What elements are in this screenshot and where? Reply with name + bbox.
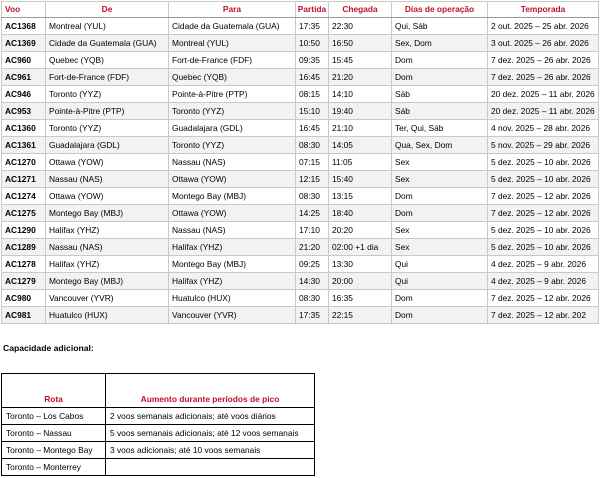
from-airport: Halifax (YHZ) xyxy=(46,256,169,273)
flight-code: AC961 xyxy=(2,69,46,86)
from-airport: Guadalajara (GDL) xyxy=(46,137,169,154)
flight-code: AC1274 xyxy=(2,188,46,205)
to-airport: Cidade da Guatemala (GUA) xyxy=(169,18,296,35)
season: 4 dez. 2025 – 9 abr. 2026 xyxy=(488,273,599,290)
operating-days: Sáb xyxy=(392,103,488,120)
flights-header-row xyxy=(2,2,599,18)
operating-days: Dom xyxy=(392,307,488,324)
from-airport: Toronto (YYZ) xyxy=(46,86,169,103)
operating-days: Dom xyxy=(392,205,488,222)
arrival-time: 11:05 xyxy=(329,154,392,171)
departure-time: 17:10 xyxy=(296,222,329,239)
from-airport: Ottawa (YOW) xyxy=(46,154,169,171)
to-airport: Nassau (NAS) xyxy=(169,154,296,171)
to-airport: Nassau (NAS) xyxy=(169,222,296,239)
operating-days: Sex, Dom xyxy=(392,35,488,52)
header-days: Dias de operação xyxy=(392,2,488,18)
capacity-row xyxy=(2,442,315,459)
flight-row xyxy=(2,273,599,290)
arrival-time: 14:05 xyxy=(329,137,392,154)
operating-days: Sáb xyxy=(392,86,488,103)
to-airport: Halifax (YHZ) xyxy=(169,239,296,256)
header-increase: Aumento durante períodos de pico xyxy=(106,374,315,408)
from-airport: Huatulco (HUX) xyxy=(46,307,169,324)
peak-increase xyxy=(106,459,315,476)
departure-time: 16:45 xyxy=(296,120,329,137)
departure-time: 17:35 xyxy=(296,307,329,324)
season: 4 dez. 2025 – 9 abr. 2026 xyxy=(488,256,599,273)
from-airport: Cidade da Guatemala (GUA) xyxy=(46,35,169,52)
peak-increase: 2 voos semanais adicionais; até voos diários xyxy=(106,408,315,425)
arrival-time: 20:20 xyxy=(329,222,392,239)
operating-days: Sex xyxy=(392,239,488,256)
to-airport: Fort-de-France (FDF) xyxy=(169,52,296,69)
arrival-time: 14:10 xyxy=(329,86,392,103)
departure-time: 08:30 xyxy=(296,188,329,205)
flight-code: AC1290 xyxy=(2,222,46,239)
flight-code: AC953 xyxy=(2,103,46,120)
flight-code: AC980 xyxy=(2,290,46,307)
from-airport: Montego Bay (MBJ) xyxy=(46,205,169,222)
flights-table xyxy=(1,1,599,324)
season: 5 dez. 2025 – 10 abr. 2026 xyxy=(488,154,599,171)
flight-code: AC1289 xyxy=(2,239,46,256)
flight-row xyxy=(2,52,599,69)
to-airport: Pointe-à-Pitre (PTP) xyxy=(169,86,296,103)
route: Toronto – Montego Bay xyxy=(2,442,106,459)
flight-row xyxy=(2,137,599,154)
departure-time: 08:30 xyxy=(296,290,329,307)
header-route: Rota xyxy=(2,374,106,408)
operating-days: Dom xyxy=(392,188,488,205)
flight-row xyxy=(2,154,599,171)
departure-time: 09:25 xyxy=(296,256,329,273)
arrival-time: 16:35 xyxy=(329,290,392,307)
departure-time: 08:30 xyxy=(296,137,329,154)
from-airport: Montreal (YUL) xyxy=(46,18,169,35)
route: Toronto – Monterrey xyxy=(2,459,106,476)
to-airport: Ottawa (YOW) xyxy=(169,171,296,188)
flight-code: AC981 xyxy=(2,307,46,324)
flight-row xyxy=(2,120,599,137)
from-airport: Montego Bay (MBJ) xyxy=(46,273,169,290)
arrival-time: 02:00 +1 dia xyxy=(329,239,392,256)
operating-days: Ter, Qui, Sáb xyxy=(392,120,488,137)
operating-days: Qui, Sáb xyxy=(392,18,488,35)
season: 20 dez. 2025 – 11 abr. 2026 xyxy=(488,103,599,120)
flight-row xyxy=(2,171,599,188)
arrival-time: 21:10 xyxy=(329,120,392,137)
arrival-time: 19:40 xyxy=(329,103,392,120)
to-airport: Montego Bay (MBJ) xyxy=(169,188,296,205)
departure-time: 14:25 xyxy=(296,205,329,222)
from-airport: Toronto (YYZ) xyxy=(46,120,169,137)
to-airport: Montego Bay (MBJ) xyxy=(169,256,296,273)
arrival-time: 13:30 xyxy=(329,256,392,273)
flight-code: AC1279 xyxy=(2,273,46,290)
to-airport: Vancouver (YVR) xyxy=(169,307,296,324)
arrival-time: 15:45 xyxy=(329,52,392,69)
departure-time: 08:15 xyxy=(296,86,329,103)
arrival-time: 13:15 xyxy=(329,188,392,205)
departure-time: 09:35 xyxy=(296,52,329,69)
to-airport: Quebec (YQB) xyxy=(169,69,296,86)
season: 7 dez. 2025 – 12 abr. 2026 xyxy=(488,290,599,307)
header-departure: Partida xyxy=(296,2,329,18)
season: 7 dez. 2025 – 26 abr. 2026 xyxy=(488,52,599,69)
to-airport: Montreal (YUL) xyxy=(169,35,296,52)
peak-increase: 5 voos semanais adicionais; até 12 voos semanais xyxy=(106,425,315,442)
to-airport: Halifax (YHZ) xyxy=(169,273,296,290)
capacity-title: Capacidade adicional: xyxy=(3,343,94,353)
flight-row xyxy=(2,188,599,205)
capacity-table xyxy=(1,373,315,476)
capacity-header-row xyxy=(2,374,315,408)
route: Toronto – Nassau xyxy=(2,425,106,442)
from-airport: Vancouver (YVR) xyxy=(46,290,169,307)
flight-code: AC1271 xyxy=(2,171,46,188)
season: 5 dez. 2025 – 10 abr. 2026 xyxy=(488,171,599,188)
season: 4 nov. 2025 – 28 abr. 2026 xyxy=(488,120,599,137)
departure-time: 07:15 xyxy=(296,154,329,171)
operating-days: Dom xyxy=(392,52,488,69)
operating-days: Dom xyxy=(392,290,488,307)
season: 5 dez. 2025 – 10 abr. 2026 xyxy=(488,239,599,256)
flight-row xyxy=(2,205,599,222)
flight-code: AC1361 xyxy=(2,137,46,154)
arrival-time: 20:00 xyxy=(329,273,392,290)
to-airport: Ottawa (YOW) xyxy=(169,205,296,222)
season: 7 dez. 2025 – 12 abr. 2026 xyxy=(488,188,599,205)
season: 5 nov. 2025 – 29 abr. 2026 xyxy=(488,137,599,154)
season: 20 dez. 2025 – 11 abr. 2026 xyxy=(488,86,599,103)
operating-days: Qui xyxy=(392,256,488,273)
season: 7 dez. 2025 – 12 abr. 202 xyxy=(488,307,599,324)
flight-row xyxy=(2,69,599,86)
flight-code: AC1369 xyxy=(2,35,46,52)
operating-days: Sex xyxy=(392,171,488,188)
flight-row xyxy=(2,103,599,120)
departure-time: 21:20 xyxy=(296,239,329,256)
from-airport: Halifax (YHZ) xyxy=(46,222,169,239)
from-airport: Quebec (YQB) xyxy=(46,52,169,69)
departure-time: 16:45 xyxy=(296,69,329,86)
flight-row xyxy=(2,239,599,256)
flight-row xyxy=(2,256,599,273)
flight-row xyxy=(2,222,599,239)
season: 2 out. 2025 – 25 abr. 2026 xyxy=(488,18,599,35)
departure-time: 10:50 xyxy=(296,35,329,52)
operating-days: Sex xyxy=(392,222,488,239)
season: 7 dez. 2025 – 12 abr. 2026 xyxy=(488,205,599,222)
season: 3 out. 2025 – 26 abr. 2026 xyxy=(488,35,599,52)
capacity-row xyxy=(2,425,315,442)
operating-days: Sex xyxy=(392,154,488,171)
flight-row xyxy=(2,18,599,35)
to-airport: Toronto (YYZ) xyxy=(169,103,296,120)
departure-time: 17:35 xyxy=(296,18,329,35)
capacity-row xyxy=(2,459,315,476)
flight-code: AC1360 xyxy=(2,120,46,137)
arrival-time: 16:50 xyxy=(329,35,392,52)
to-airport: Huatulco (HUX) xyxy=(169,290,296,307)
flight-row xyxy=(2,86,599,103)
header-flight: Voo xyxy=(2,2,46,18)
arrival-time: 22:30 xyxy=(329,18,392,35)
flights-body xyxy=(2,18,599,324)
capacity-body xyxy=(2,408,315,476)
header-to: Para xyxy=(169,2,296,18)
arrival-time: 18:40 xyxy=(329,205,392,222)
flight-code: AC1368 xyxy=(2,18,46,35)
to-airport: Guadalajara (GDL) xyxy=(169,120,296,137)
capacity-row xyxy=(2,408,315,425)
operating-days: Qua, Sex, Dom xyxy=(392,137,488,154)
header-arrival: Chegada xyxy=(329,2,392,18)
flight-row xyxy=(2,35,599,52)
from-airport: Fort-de-France (FDF) xyxy=(46,69,169,86)
flight-row xyxy=(2,307,599,324)
departure-time: 15:10 xyxy=(296,103,329,120)
to-airport: Toronto (YYZ) xyxy=(169,137,296,154)
header-from: De xyxy=(46,2,169,18)
departure-time: 14:30 xyxy=(296,273,329,290)
flight-code: AC960 xyxy=(2,52,46,69)
season: 7 dez. 2025 – 26 abr. 2026 xyxy=(488,69,599,86)
flight-code: AC1270 xyxy=(2,154,46,171)
peak-increase: 3 voos adicionais; até 10 voos semanais xyxy=(106,442,315,459)
from-airport: Pointe-à-Pitre (PTP) xyxy=(46,103,169,120)
arrival-time: 22:15 xyxy=(329,307,392,324)
flight-code: AC946 xyxy=(2,86,46,103)
operating-days: Qui xyxy=(392,273,488,290)
flight-row xyxy=(2,290,599,307)
arrival-time: 21:20 xyxy=(329,69,392,86)
arrival-time: 15:40 xyxy=(329,171,392,188)
season: 5 dez. 2025 – 10 abr. 2026 xyxy=(488,222,599,239)
flight-code: AC1278 xyxy=(2,256,46,273)
from-airport: Nassau (NAS) xyxy=(46,239,169,256)
flight-code: AC1275 xyxy=(2,205,46,222)
operating-days: Dom xyxy=(392,69,488,86)
departure-time: 12:15 xyxy=(296,171,329,188)
route: Toronto – Los Cabos xyxy=(2,408,106,425)
header-season: Temporada xyxy=(488,2,599,18)
from-airport: Ottawa (YOW) xyxy=(46,188,169,205)
from-airport: Nassau (NAS) xyxy=(46,171,169,188)
